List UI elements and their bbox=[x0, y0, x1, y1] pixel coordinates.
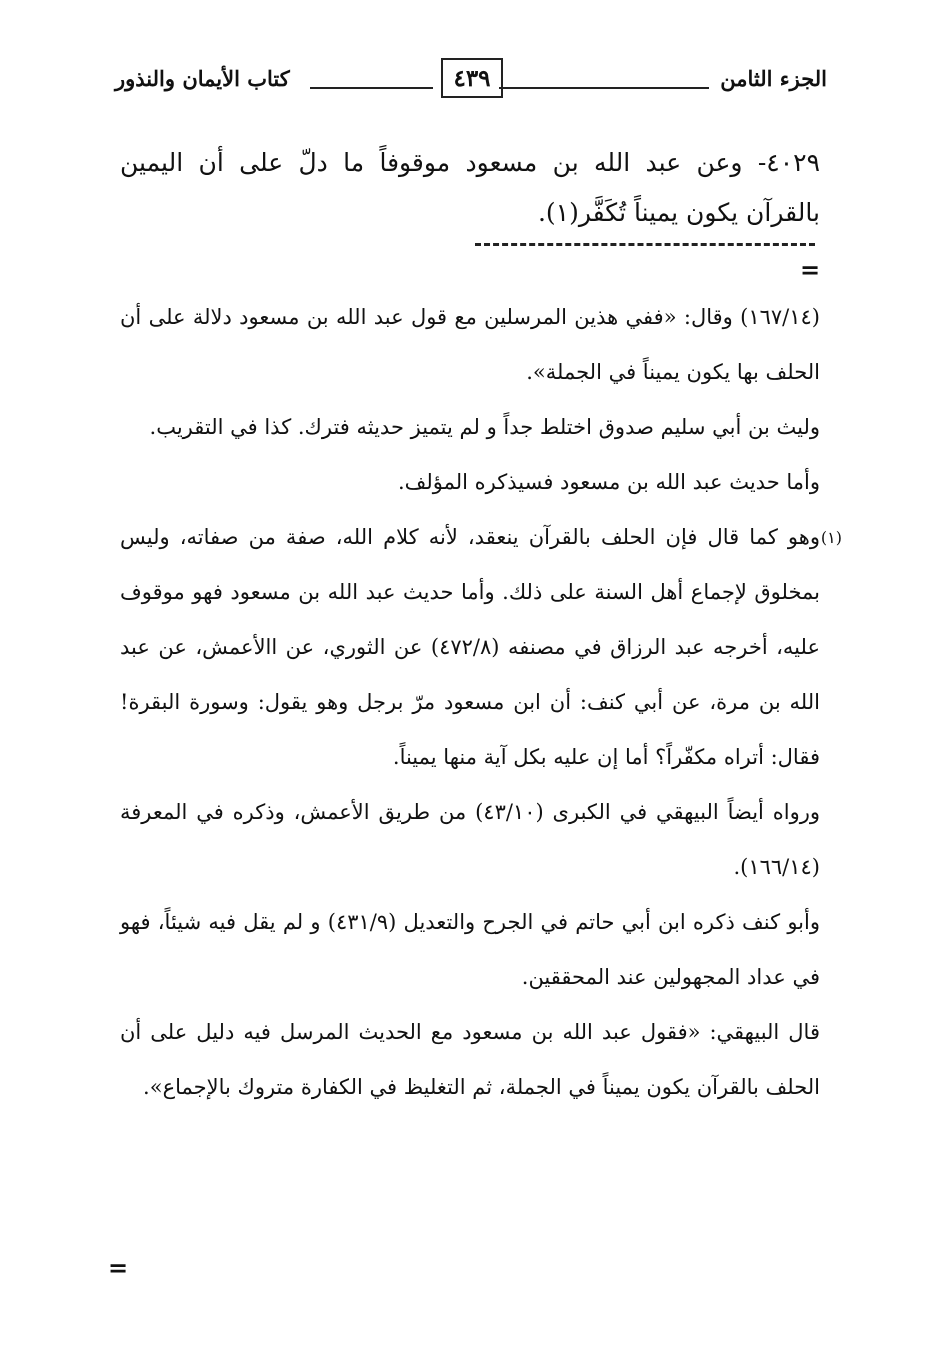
page-number: ٤٣٩ bbox=[441, 58, 503, 98]
hadith-text: ٤٠٢٩- وعن عبد الله بن مسعود موقوفاً ما دلّ على أن اليمين بالقرآن يكون يميناً تُكَفَّر(١). bbox=[120, 148, 820, 227]
footnote-paragraph: ورواه أيضاً البيهقي في الكبرى (٤٣/١٠) من طريق الأعمش، وذكره في المعرفة (١٦٦/١٤). bbox=[120, 800, 820, 879]
book-title: كتاب الأيمان والنذور bbox=[115, 66, 290, 91]
footnote-paragraph: وهو كما قال فإن الحلف بالقرآن ينعقد، لأنه كلام الله، صفة من صفاته، وليس بمخلوق لإجماع أهل السنة على ذلك. وأما حديث عبد الله بن مسعود فهو موقوف عليه، أخرجه عبد الرزاق في مصنفه (٤٧٢/٨) عن الثوري، عن االأعمش، عن عبد الله بن مرة، عن أبي كنف: أن ابن مسعود مرّ برجل وهو يقول: وسورة البقرة! فقال: أتراه مكفّراً؟ أما إن عليه بكل آية منها يميناً. bbox=[120, 525, 820, 769]
header-rule bbox=[499, 87, 709, 89]
page-header bbox=[115, 58, 827, 102]
header-rule bbox=[310, 87, 433, 89]
footnotes bbox=[120, 290, 842, 1115]
continuation-mark: = bbox=[800, 255, 821, 284]
footnote-separator bbox=[475, 243, 815, 246]
footnote-paragraph: قال البيهقي: «فقول عبد الله بن مسعود مع الحديث المرسل فيه دليل على أن الحلف بالقرآن يكون يميناً في الجملة، ثم التغليظ في الكفارة متروك بالإجماع». bbox=[120, 1020, 820, 1099]
volume-label: الجزء الثامن bbox=[720, 66, 827, 91]
continuation-mark: = bbox=[108, 1253, 129, 1282]
footnote-marker: (١) bbox=[820, 528, 842, 547]
footnote-paragraph: وليث بن أبي سليم صدوق اختلط جداً و لم يتميز حديثه فترك. كذا في التقريب. bbox=[149, 415, 820, 439]
footnote-paragraph: وأما حديث عبد الله بن مسعود فسيذكره المؤلف. bbox=[397, 470, 820, 494]
footnote-1 bbox=[120, 510, 842, 785]
footnote-paragraph: (١٦٧/١٤) وقال: «ففي هذين المرسلين مع قول عبد الله بن مسعود دلالة على أن الحلف بها يكون يميناً في الجملة». bbox=[120, 305, 820, 384]
footnote-paragraph: وأبو كنف ذكره ابن أبي حاتم في الجرح والتعديل (٤٣١/٩) و لم يقل فيه شيئاً، فهو في عداد المجهولين عند المحققين. bbox=[120, 910, 820, 989]
